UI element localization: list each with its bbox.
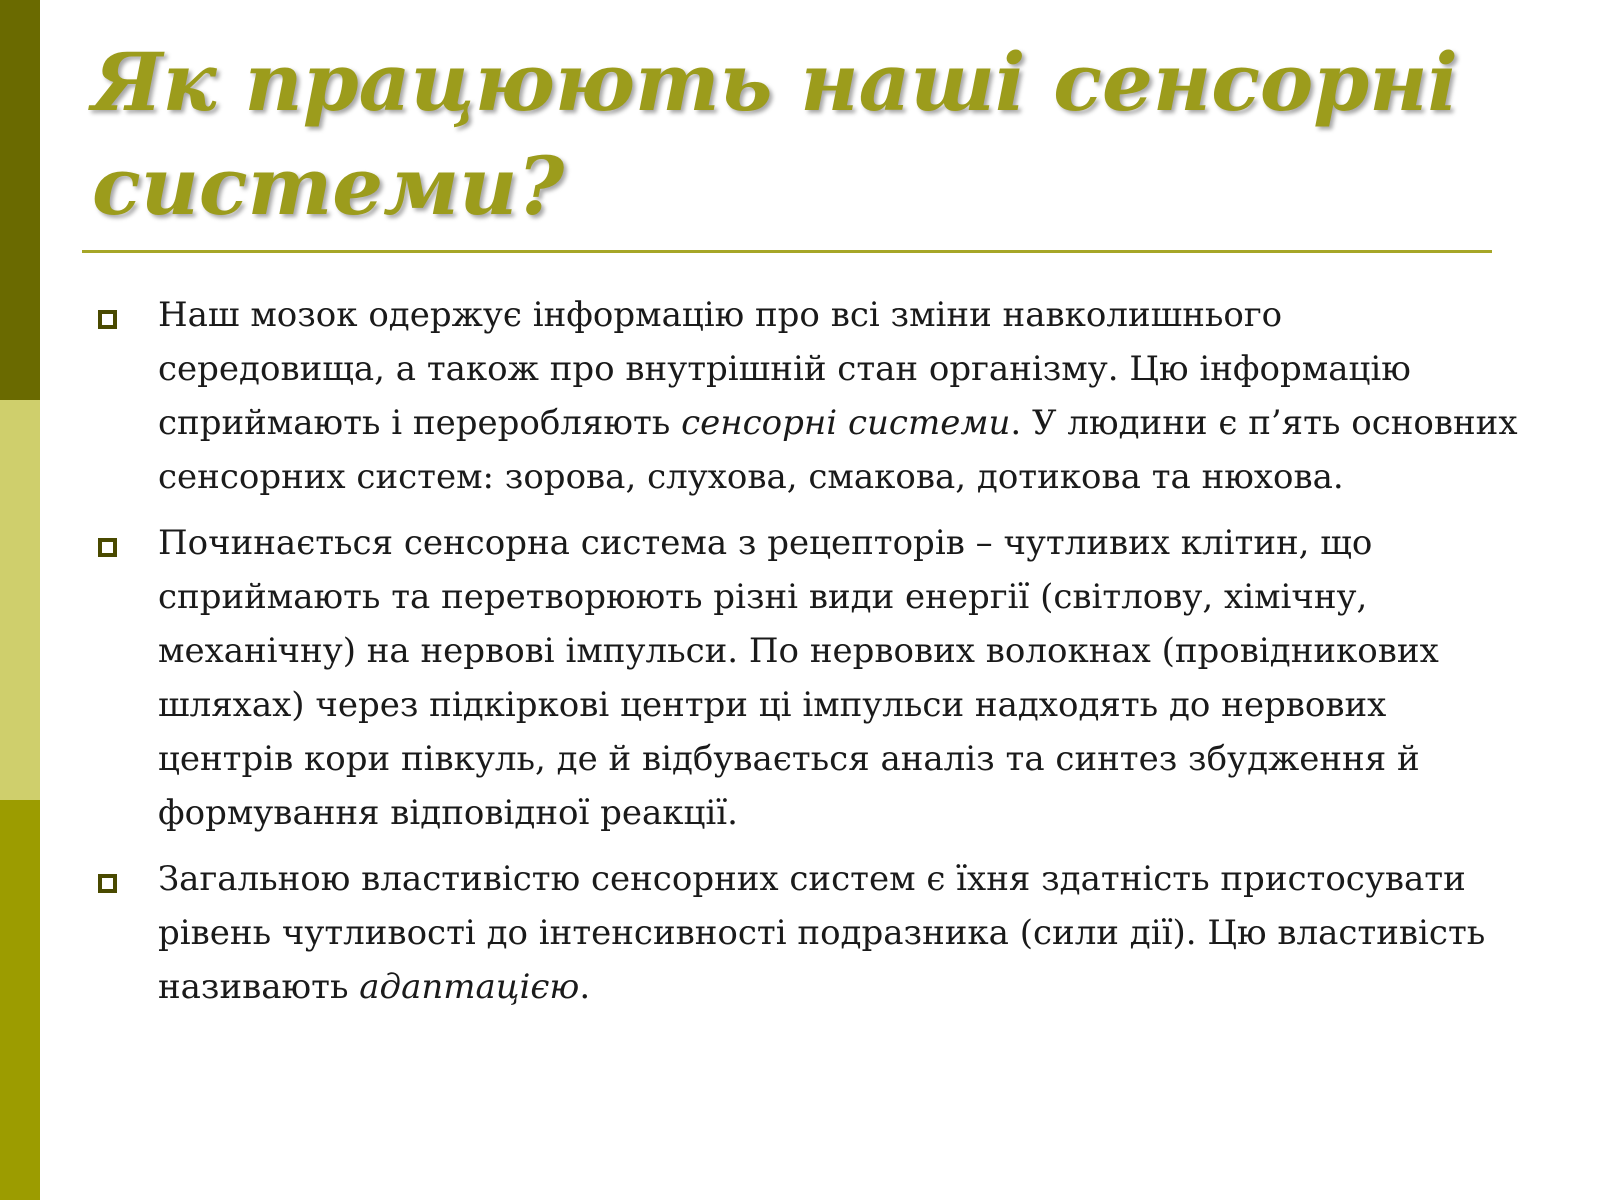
title-divider	[82, 250, 1492, 253]
bullet-3-text-after: .	[579, 967, 591, 1007]
bullet-1-emphasis: сенсорні системи	[681, 403, 1011, 443]
bullet-item-3	[98, 852, 1518, 1014]
bullet-3-emphasis: адаптацією	[359, 967, 580, 1007]
sidebar-middle-stripe	[0, 400, 40, 800]
sidebar-bottom-stripe	[0, 800, 40, 1200]
square-bullet-icon	[98, 310, 117, 329]
slide-title: Як працюють наші сенсорні системи?	[92, 35, 1458, 233]
bullet-1-text-after: . У людини є п’ять основних сенсорних систем: зорова, слухова, смакова, дотикова та нюхова.	[158, 403, 1518, 497]
bullet-text-2: Починається сенсорна система з рецепторів – чутливих клітин, що сприймають та перетворюють різні види енергії (світлову, хімічну, механічну) на нервові імпульси. По нервових волокнах (провідникових шляхах) через підкіркові центри ці імпульси надходять до нервових центрів кори півкуль, де й відбувається аналіз та синтез збудження й формування відповідної реакції.	[158, 523, 1439, 833]
bullet-text-1	[158, 288, 1518, 504]
square-bullet-icon	[98, 538, 117, 557]
bullet-3-text-before: Загальною властивістю сенсорних систем є їхня здатність пристосувати рівень чутливості до інтенсивності подразника (сили дії). Цю властивість називають	[158, 859, 1486, 1007]
square-bullet-icon	[98, 874, 117, 893]
sidebar-top-stripe	[0, 0, 40, 400]
bullet-item-1	[98, 288, 1518, 504]
bullet-text-3	[158, 852, 1518, 1014]
bullet-list	[98, 288, 1518, 1026]
bullet-item-2	[98, 516, 1518, 840]
bullet-1-text-before: Наш мозок одержує інформацію про всі зміни навколишнього середовища, а також про внутрішній стан організму. Цю інформацію сприймають і переробляють	[158, 295, 1411, 443]
